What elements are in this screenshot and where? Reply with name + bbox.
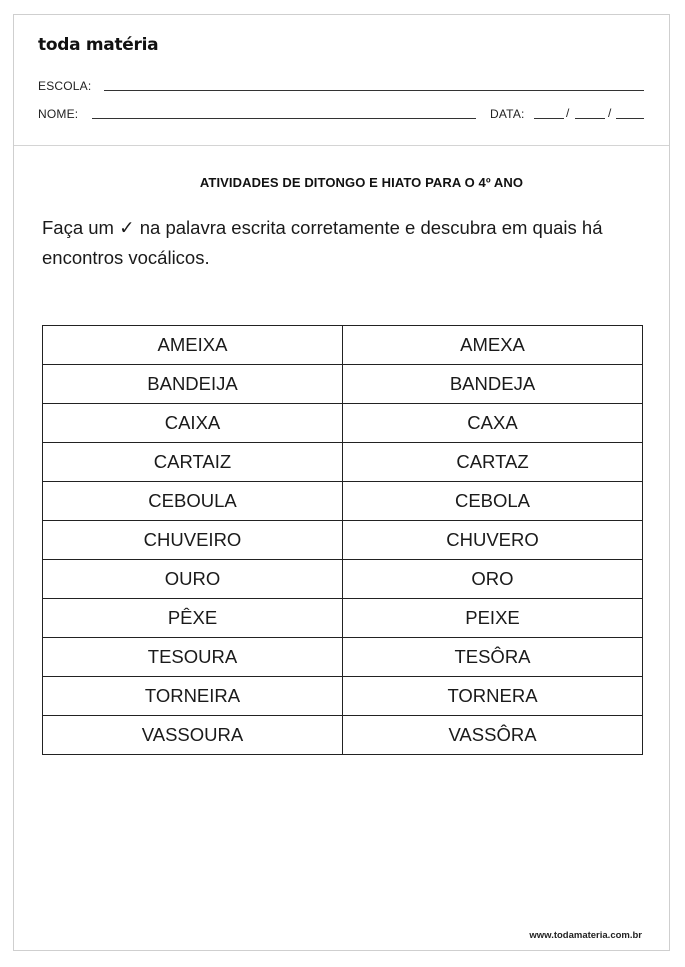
- word-option-right[interactable]: CEBOLA: [343, 482, 643, 521]
- word-option-left[interactable]: VASSOURA: [43, 716, 343, 755]
- word-option-right[interactable]: TORNERA: [343, 677, 643, 716]
- school-field[interactable]: [104, 90, 644, 91]
- header-divider: [14, 145, 669, 146]
- site-url: www.todamateria.com.br: [529, 930, 642, 941]
- table-row: [43, 560, 643, 599]
- table-row: [43, 521, 643, 560]
- table-row: [43, 482, 643, 521]
- word-option-left[interactable]: PÊXE: [43, 599, 343, 638]
- date-month-field[interactable]: [575, 118, 605, 119]
- word-table: [42, 325, 643, 755]
- date-separator: /: [608, 106, 612, 120]
- date-label: DATA:: [490, 107, 525, 121]
- word-option-right[interactable]: CARTAZ: [343, 443, 643, 482]
- word-option-right[interactable]: BANDEJA: [343, 365, 643, 404]
- word-option-right[interactable]: AMEXA: [343, 326, 643, 365]
- table-row: [43, 716, 643, 755]
- word-option-left[interactable]: OURO: [43, 560, 343, 599]
- word-option-left[interactable]: AMEIXA: [43, 326, 343, 365]
- word-option-right[interactable]: ORO: [343, 560, 643, 599]
- word-option-left[interactable]: CARTAIZ: [43, 443, 343, 482]
- table-row: [43, 599, 643, 638]
- word-option-right[interactable]: CAXA: [343, 404, 643, 443]
- table-row: [43, 638, 643, 677]
- word-option-right[interactable]: CHUVERO: [343, 521, 643, 560]
- table-row: [43, 677, 643, 716]
- word-option-right[interactable]: TESÔRA: [343, 638, 643, 677]
- page-title: ATIVIDADES DE DITONGO E HIATO PARA O 4º ANO: [199, 175, 524, 190]
- word-option-left[interactable]: BANDEIJA: [43, 365, 343, 404]
- table-row: [43, 326, 643, 365]
- school-label: ESCOLA:: [38, 79, 92, 93]
- word-option-right[interactable]: PEIXE: [343, 599, 643, 638]
- table-row: [43, 404, 643, 443]
- date-year-field[interactable]: [616, 118, 644, 119]
- word-option-left[interactable]: TORNEIRA: [43, 677, 343, 716]
- name-field[interactable]: [92, 118, 476, 119]
- date-day-field[interactable]: [534, 118, 564, 119]
- worksheet-page: [13, 14, 670, 951]
- table-row: [43, 365, 643, 404]
- word-option-left[interactable]: CHUVEIRO: [43, 521, 343, 560]
- word-option-right[interactable]: VASSÔRA: [343, 716, 643, 755]
- table-row: [43, 443, 643, 482]
- word-option-left[interactable]: TESOURA: [43, 638, 343, 677]
- brand-logo: toda matéria: [38, 35, 159, 55]
- word-option-left[interactable]: CAIXA: [43, 404, 343, 443]
- name-label: NOME:: [38, 107, 79, 121]
- instruction-text: Faça um ✓ na palavra escrita corretamente e descubra em quais há encontros vocálicos.: [42, 217, 603, 268]
- word-option-left[interactable]: CEBOULA: [43, 482, 343, 521]
- date-separator: /: [566, 106, 570, 120]
